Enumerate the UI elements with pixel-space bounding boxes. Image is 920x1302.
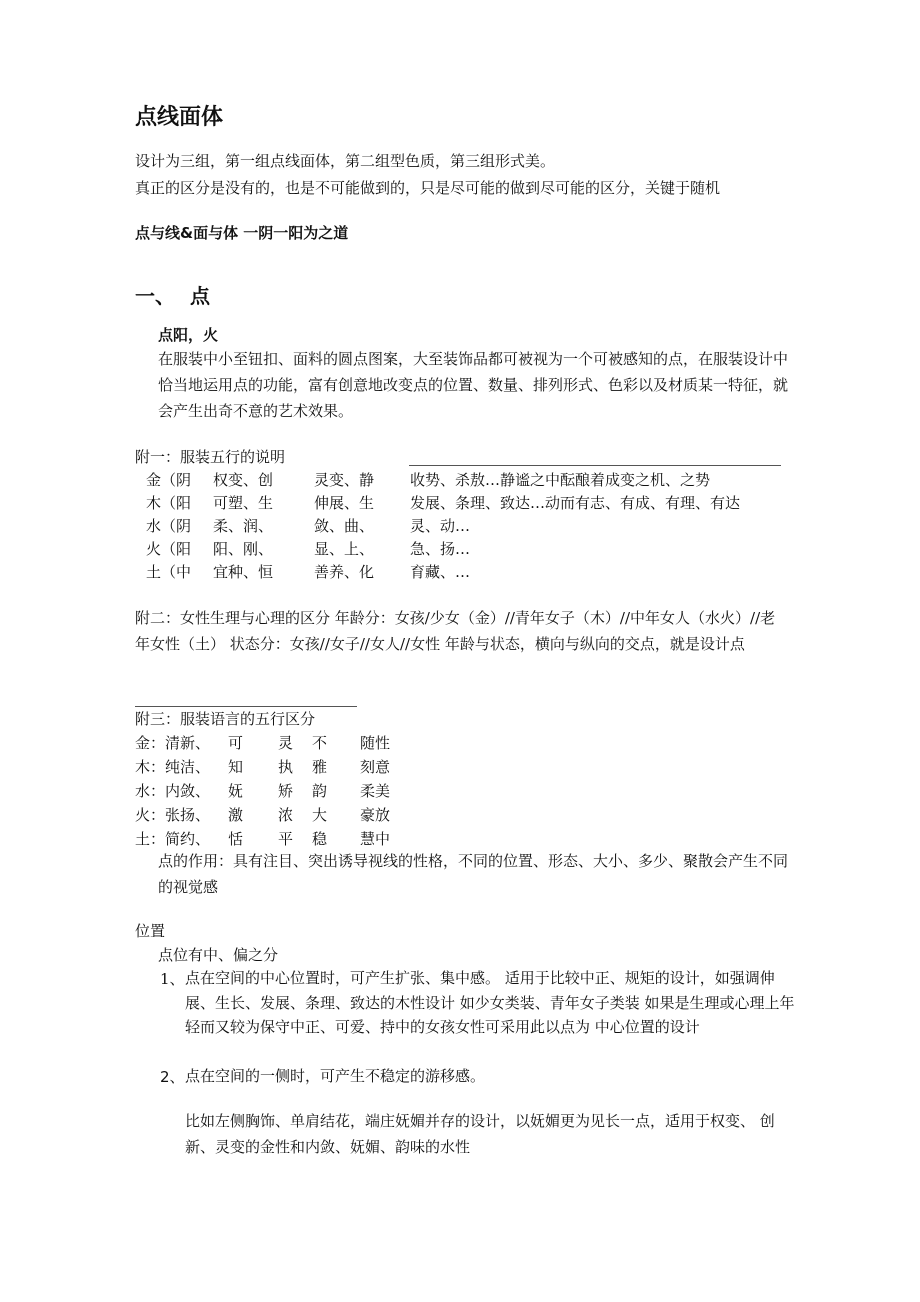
lang-col1: 水：内敛、 (135, 782, 211, 800)
section-paragraph: 在服装中小至钮扣、面料的圆点图案，大至装饰品都可被视为一个可被感知的点，在服装设计中恰当地运用点的功能，富有创意地改变点的位置、数量、排列形式、色彩以及材质某一特征，就会产生出奇不意的艺术效果。 (158, 350, 789, 420)
appendix1-rule (409, 465, 781, 466)
list-item-number: 2、 (160, 1068, 185, 1086)
wx-col3: 善养、化 (314, 563, 375, 581)
intro-line-1: 设计为三组，第一组点线面体，第二组型色质，第三组形式美。 (135, 152, 556, 170)
wx-col4: 育藏、… (410, 563, 471, 581)
list-item-number: 1、 (160, 970, 185, 988)
lang-col5: 慧中 (360, 830, 391, 848)
lang-col1: 土：简约、 (135, 830, 211, 848)
lang-col5: 随性 (360, 734, 391, 752)
section-subtitle: 点阳，火 (158, 326, 219, 344)
wx-element: 水（阴 (146, 517, 192, 535)
list-item-text: 点在空间的中心位置时，可产生扩张、集中感。 适用于比较中正、规矩的设计，如强调伸展、生长、发展、条理、致达的木性设计 如少女类装、青年女子类装 如果是生理或心理上年轻而又较为保守中正、可爱、持中的女孩女性可采用此以点为 中心位置的设计 (185, 969, 795, 1036)
section-title: 点 (190, 284, 210, 308)
wx-col2: 阳、刚、 (213, 540, 274, 558)
wx-col3: 伸展、生 (314, 494, 375, 512)
wx-element: 金（阴 (146, 471, 192, 489)
lang-col2: 恬 (228, 830, 244, 848)
appendix2-text: 附二：女性生理与心理的区分 年龄分：女孩/少女（金）//青年女子（木）//中年女人（水火）//老年女性（土） 状态分：女孩//女子//女人//女性 年龄与状态，横向与纵向的交点，就是设计点 (135, 609, 776, 653)
position-subheading: 点位有中、偏之分 (158, 946, 279, 964)
appendix3-title: 附三：服装语言的五行区分 (135, 710, 316, 728)
lang-col2: 妩 (228, 782, 244, 800)
lang-col3: 执 (278, 758, 294, 776)
lang-col5: 柔美 (360, 782, 391, 800)
intro-line-2: 真正的区分是没有的，也是不可能做到的，只是尽可能的做到尽可能的区分，关键于随机 (135, 179, 721, 197)
list-item-text: 点在空间的一侧时，可产生不稳定的游移感。 (185, 1067, 486, 1085)
lang-col1: 木：纯洁、 (135, 758, 211, 776)
wx-col2: 可塑、生 (213, 494, 274, 512)
lang-col5: 豪放 (360, 806, 391, 824)
wx-element: 木（阳 (146, 494, 192, 512)
lang-col4: 稳 (312, 830, 328, 848)
lang-col4: 不 (312, 734, 328, 752)
appendix1-title: 附一：服装五行的说明 (135, 448, 286, 466)
wx-col4: 灵、动… (410, 517, 471, 535)
lang-col2: 激 (228, 806, 244, 824)
example-paragraph: 比如左侧胸饰、单肩结花，端庄妩媚并存的设计，以妩媚更为见长一点，适用于权变、 创新、灵变的金性和内敛、妩媚、韵味的水性 (185, 1112, 775, 1156)
subheading: 点与线&面与体 一阴一阳为之道 (135, 224, 349, 242)
wx-col3: 灵变、静 (314, 471, 375, 489)
lang-col4: 雅 (312, 758, 328, 776)
lang-col3: 平 (278, 830, 294, 848)
wx-col4: 急、扬… (410, 540, 471, 558)
lang-col5: 刻意 (360, 758, 391, 776)
point-effect-paragraph: 点的作用：具有注目、突出诱导视线的性格，不同的位置、形态、大小、多少、聚散会产生不同的视觉感 (158, 852, 789, 896)
lang-col4: 韵 (312, 782, 328, 800)
wx-element: 火（阳 (146, 540, 192, 558)
wx-col4: 发展、条理、致达…动而有志、有成、有理、有达 (410, 494, 741, 512)
lang-col3: 灵 (278, 734, 294, 752)
lang-col4: 大 (312, 806, 328, 824)
section-number: 一、 (135, 284, 175, 308)
wx-col3: 显、上、 (314, 540, 375, 558)
wx-col2: 权变、创 (213, 471, 274, 489)
lang-col3: 浓 (278, 806, 294, 824)
wx-element: 土（中 (146, 563, 192, 581)
lang-col1: 金：清新、 (135, 734, 211, 752)
page-title: 点线面体 (135, 105, 224, 130)
lang-col2: 知 (228, 758, 244, 776)
position-heading: 位置 (135, 922, 166, 940)
lang-col3: 矫 (278, 782, 294, 800)
wx-col2: 宜种、恒 (213, 563, 274, 581)
wx-col3: 敛、曲、 (314, 517, 375, 535)
wx-col4: 收势、杀敖…静谧之中酝酿着成变之机、之势 (410, 471, 711, 489)
wx-col2: 柔、润、 (213, 517, 274, 535)
appendix3-rule (135, 706, 357, 707)
lang-col1: 火：张扬、 (135, 806, 211, 824)
lang-col2: 可 (228, 734, 244, 752)
